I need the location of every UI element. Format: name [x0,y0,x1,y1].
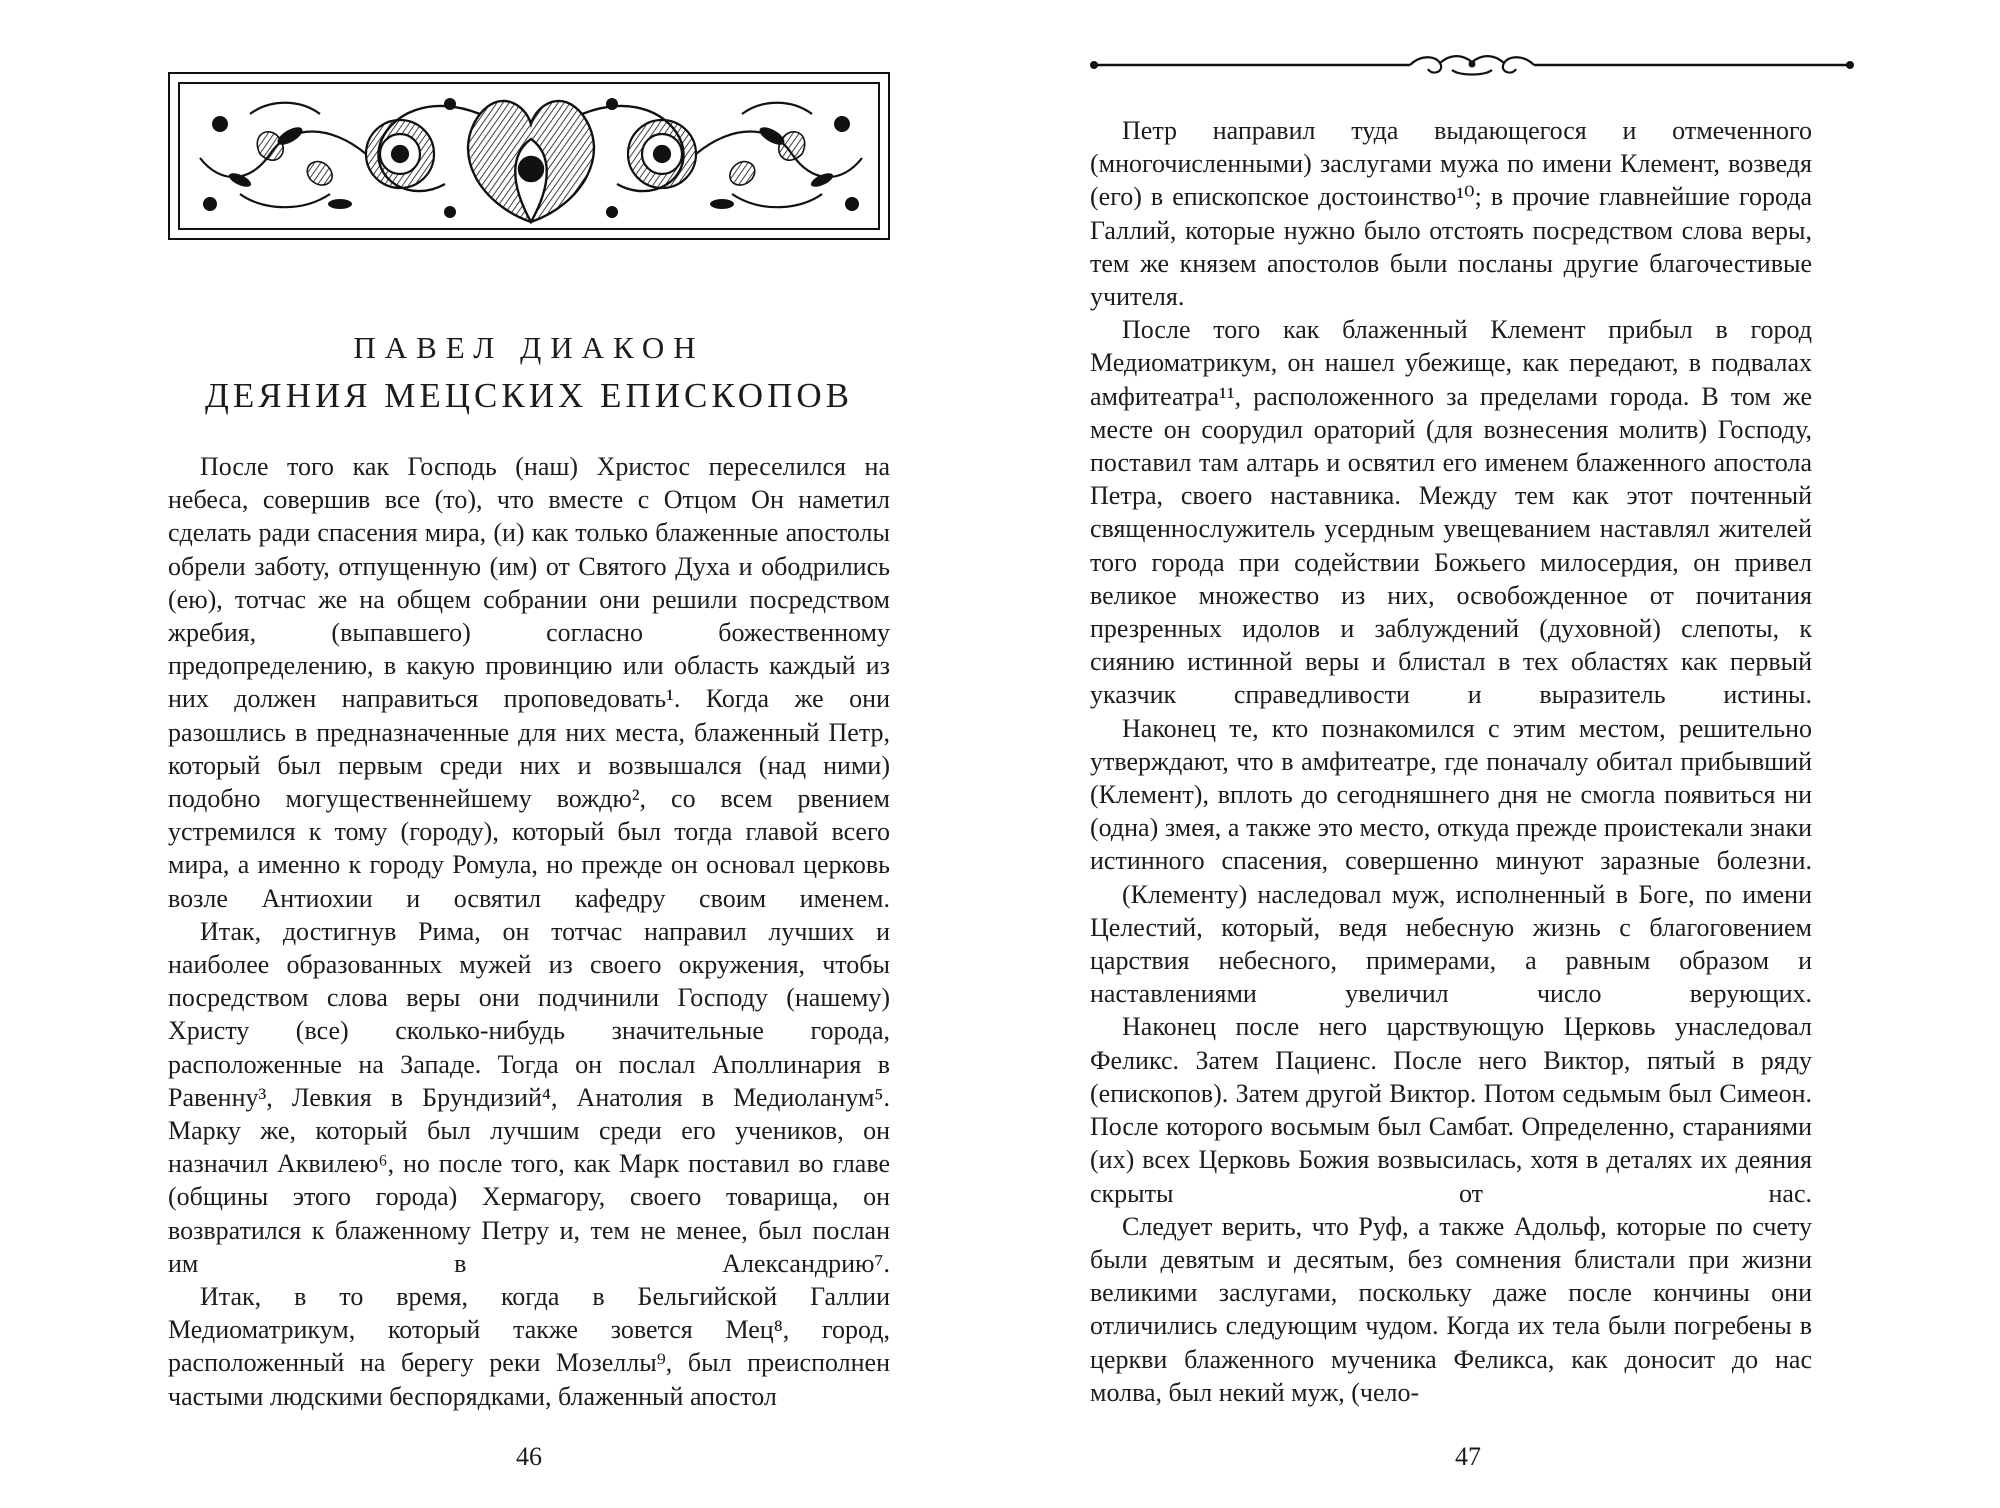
paragraph: После того как Господь (наш) Христос переселился на небеса, совершив все (то), что вместе с Отцом Он наметил сделать ради спасения мира, (и) как только блаженные апостолы обрели заботу, отпущенную (им) от Святого Духа и ободрились (ею), тотчас же на общем собрании они решили посредством жребия, (выпавшего) согласно божественному предопределению, в какую провинцию или область каждый из них должен направиться проповедовать¹. Когда же они разошлись в предназначенные для них места, блаженный Петр, который был первым среди них и возвышался (над ними) подобно могущественнейшему вождю², со всем рвением устремился к тому (городу), который был тогда главой всего мира, а именно к городу Ромула, но прежде он основал церковь возле Антиохии и освятил кафедру своим именем. [168,452,890,913]
paragraph: Наконец после него царствующую Церковь унаследовал Феликс. Затем Пациенс. После него Виктор, пятый в ряду (епископов). Затем другой Виктор. Потом седьмым был Симеон. После которого восьмым был Самбат. Определенно, стараниями (их) всех Церковь Божия возвысилась, хотя в деталях их деяния скрыты от нас. [1090,1012,1812,1208]
left-body-text [168,450,890,1413]
scroll-rule-ornament [1090,50,1854,80]
chapter-title: ДЕЯНИЯ МЕЦСКИХ ЕПИСКОПОВ [205,376,853,415]
paragraph: (Клементу) наследовал муж, исполненный в Боге, по имени Целестий, который, ведя небесную жизнь с благоговением царствия небесного, примерами, а равным образом и наставлениями увеличил число верующих. [1090,879,1812,1009]
paragraph: Итак, достигнув Рима, он тотчас направил лучших и наиболее образованных мужей из своего окружения, чтобы посредством слова веры они подчинили Господу (нашему) Христу (все) сколько-нибудь значительные города, расположенные на Западе. Тогда он послал Аполлинария в Равенну³, Левкия в Брундизий⁴, Анатолия в Медиоланум⁵. Марку же, который был лучшим среди его учеников, он назначил Аквилею⁶, но после того, как Марк поставил во главе (общины этого города) Хермагору, своего товарища, он возвратился к блаженному Петру и, тем не менее, был послан им в Александрию⁷. [168,916,890,1278]
paragraph: Итак, в то время, когда в Бельгийской Галлии Медиоматрикум, который также зовется Мец⁸, город, расположенный на берегу реки Мозеллы⁹, был преисполнен частыми людскими беспорядками, блаженный апостол [168,1282,890,1411]
paragraph: Следует верить, что Руф, а также Адольф, которые по счету были девятым и десятым, без сомнения блистали при жизни великими заслугами, поскольку даже после кончины они отличились следующим чудом. Когда их тела были погребены в церкви блаженного мученика Феликса, как доносит до нас молва, был некий муж, (чело- [1090,1211,1812,1407]
right-page [1000,0,2000,1508]
author-heading: ПАВЕЛ ДИАКОН [353,330,705,365]
paragraph: Наконец те, кто познакомился с этим местом, решительно утверждают, что в амфитеатре, где поначалу обитал прибывший (Клемент), вплоть до сегодняшнего дня не смогла появиться ни (одна) змея, а также это место, откуда прежде проистекали знаки истинного спасения, совершенно минуют заразные болезни. [1090,713,1812,876]
page-number: 47 [1455,1442,1481,1471]
floral-ornament-icon [180,84,880,230]
paragraph: Петр направил туда выдающегося и отмеченного (многочисленными) заслугами мужа по имени Клемент, возведя (его) в епископское достоинство¹⁰; в прочие главнейшие города Галлий, которые нужно было отстоять посредством слова веры, тем же князем апостолов были посланы другие благочестивые учителя. [1090,116,1812,312]
right-body-text [1090,114,1812,1409]
paragraph: После того как блаженный Клемент прибыл в город Медиоматрикум, он нашел убежище, как передают, в подвалах амфитеатра¹¹, расположенного за пределами города. В том же месте он соорудил ораторий (для вознесения молитв) Господу, поставил там алтарь и освятил его именем блаженного апостола Петра, своего наставника. Между тем как этот почтенный священнослужитель усердным увещеванием наставлял жителей того города при содействии Божьего милосердия, он привел великое множество из них, освобожденное от почитания презренных идолов и заблуждений (духовной) слепоты, к сиянию истинной веры и блистал в тех областях как первый указчик справедливости и выразитель истины. [1090,315,1812,710]
headpiece-ornament [168,72,890,240]
page-number: 46 [516,1442,542,1471]
